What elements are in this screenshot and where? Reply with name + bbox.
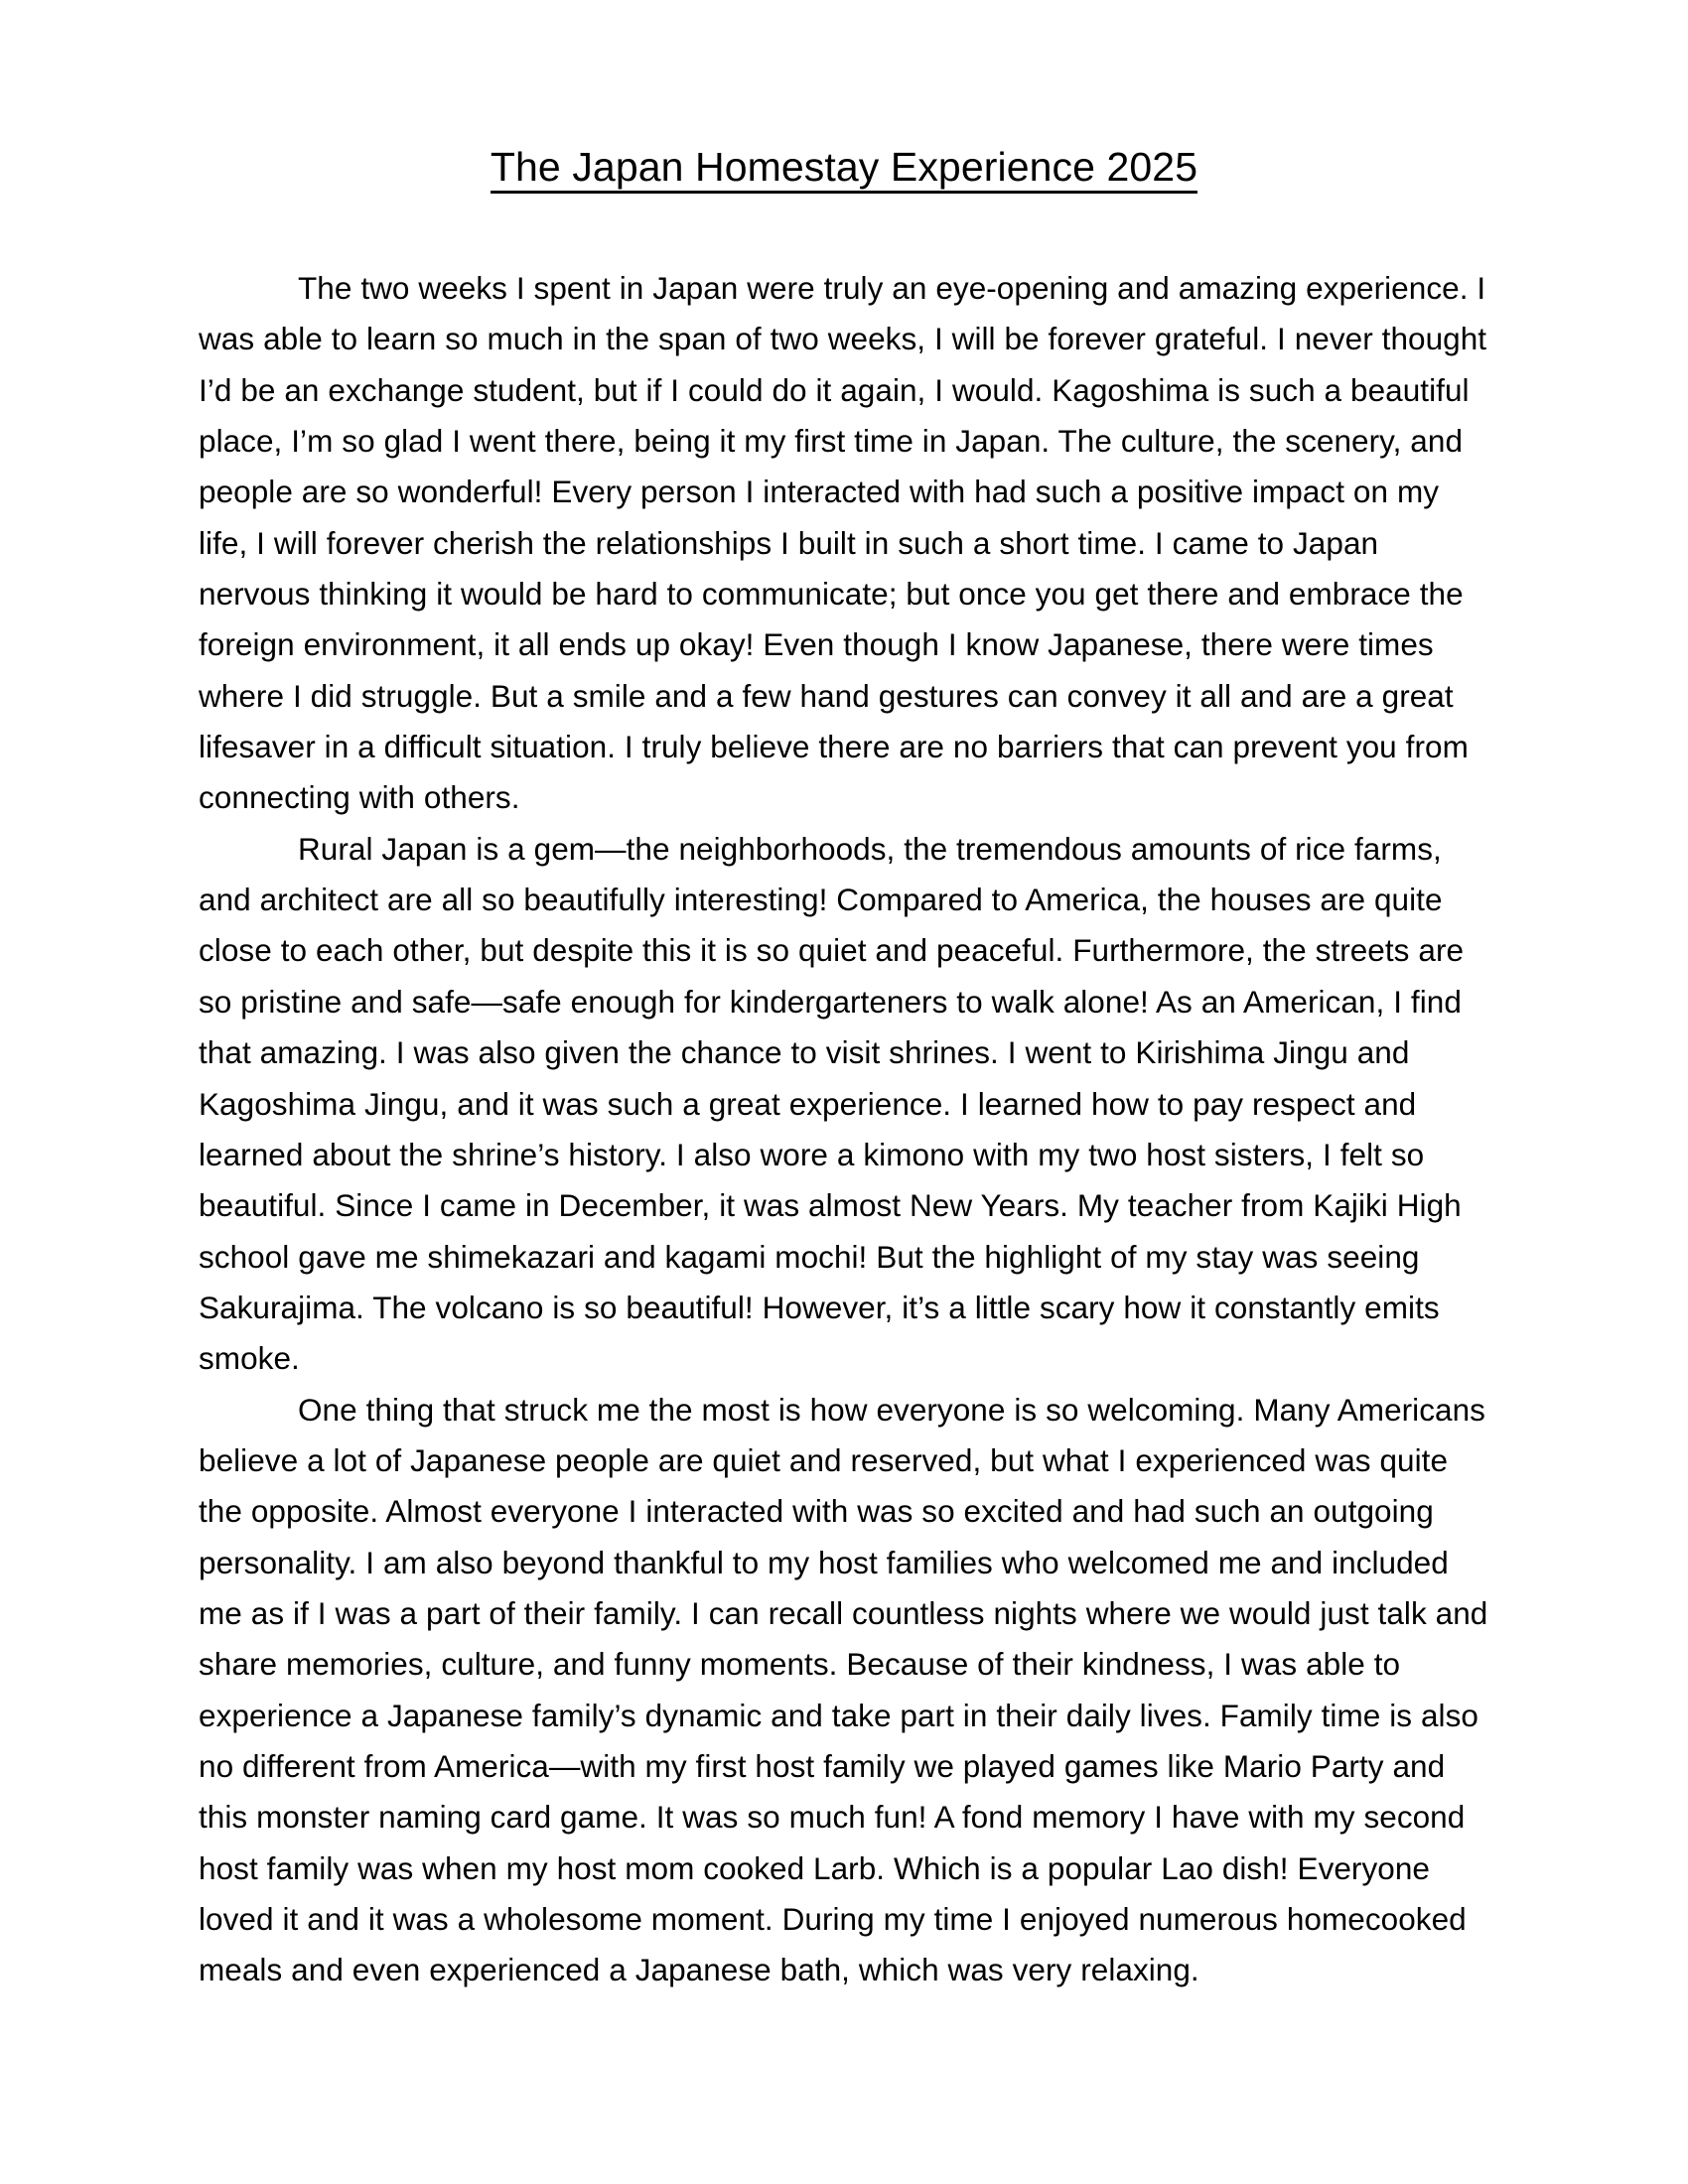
page-title-text: The Japan Homestay Experience 2025 <box>491 147 1197 194</box>
paragraph: The two weeks I spent in Japan were truly an eye-opening and amazing experience. I was able to learn so much in the span of two weeks, I will be forever grateful. I never thought I’d be an exchange student, but if I could do it again, I would. Kagoshima is such a beautiful place, I’m so glad I went there, being it my first time in Japan. The culture, the scenery, and people are so wonderful! Every person I interacted with had such a positive impact on my life, I will forever cherish the relationships I built in such a short time. I came to Japan nervous thinking it would be hard to communicate; but once you get there and embrace the foreign environment, it all ends up okay! Even though I know Japanese, there were times where I did struggle. But a smile and a few hand gestures can convey it all and are a great lifesaver in a difficult situation. I truly believe there are no barriers that can prevent you from connecting with others. <box>199 270 1487 816</box>
page-title <box>199 0 1489 194</box>
document-body <box>199 0 1489 1996</box>
paragraph: Rural Japan is a gem—the neighborhoods, the tremendous amounts of rice farms, and architect are all so beautifully interesting! Compared to America, the houses are quite close to each other, but despite this it is so quiet and peaceful. Furthermore, the streets are so pristine and safe—safe enough for kindergarteners to walk alone! As an American, I find that amazing. I was also given the chance to visit shrines. I went to Kirishima Jingu and Kagoshima Jingu, and it was such a great experience. I learned how to pay respect and learned about the shrine’s history. I also wore a kimono with my two host sisters, I felt so beautiful. Since I came in December, it was almost New Years. My teacher from Kajiki High school gave me shimekazari and kagami mochi! But the highlight of my stay was seeing Sakurajima. The volcano is so beautiful! However, it’s a little scary how it constantly emits smoke. <box>199 830 1465 1377</box>
paragraph: One thing that struck me the most is how everyone is so welcoming. Many Americans believe a lot of Japanese people are quiet and reserved, but what I experienced was quite the opposite. Almost everyone I interacted with was so excited and had such an outgoing personality. I am also beyond thankful to my host families who welcomed me and included me as if I was a part of their family. I can recall countless nights where we would just talk and share memories, culture, and funny moments. Because of their kindness, I was able to experience a Japanese family’s dynamic and take part in their daily lives. Family time is also no different from America—with my first host family we played games like Mario Party and this monster naming card game. It was so much fun! A fond memory I have with my second host family was when my host mom cooked Larb. Which is a popular Lao dish! Everyone loved it and it was a wholesome moment. During my time I enjoyed numerous homecooked meals and even experienced a Japanese bath, which was very relaxing. <box>199 1391 1488 1988</box>
